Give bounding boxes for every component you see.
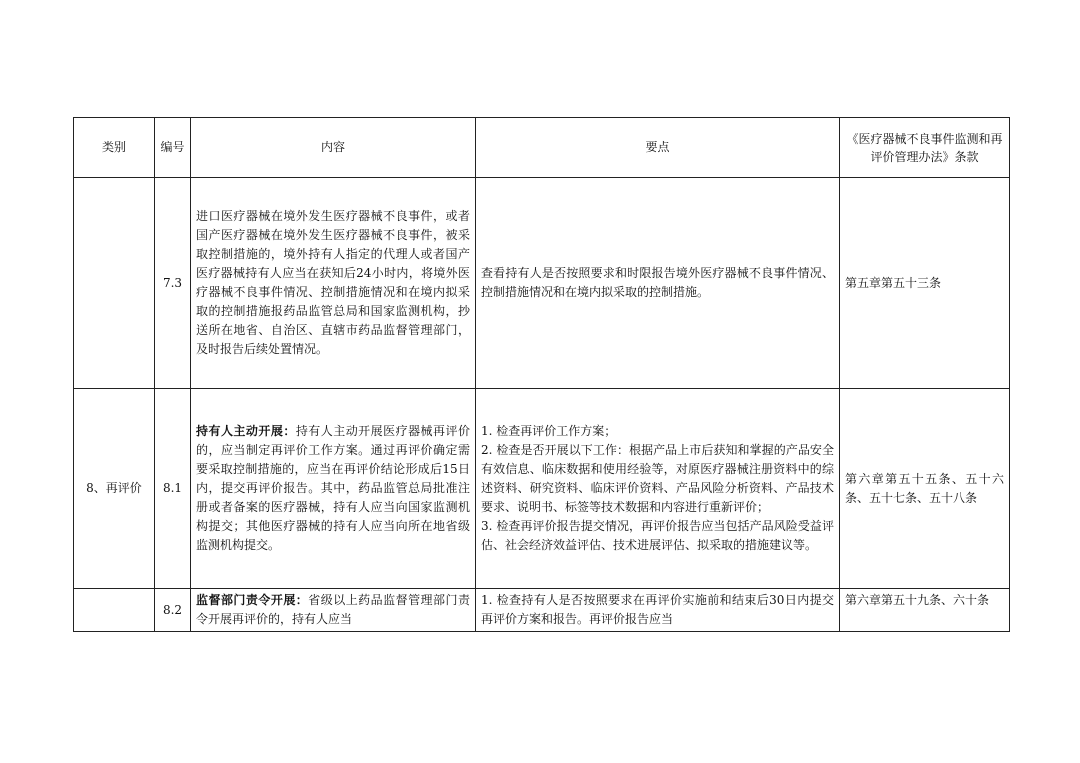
- row-content-text: 省级以上药品监督管理部门责令开展再评价的，持有人应当: [196, 593, 470, 626]
- row-content-lead: 持有人主动开展：: [196, 424, 296, 438]
- row-number-text: 8.2: [162, 603, 183, 617]
- row-points: [476, 178, 840, 389]
- header-articles: 《医疗器械不良事件监测和再评价管理办法》条款: [840, 118, 1010, 178]
- point-item: 2. 检查是否开展以下工作：根据产品上市后获知和掌握的产品安全有效信息、临床数据和使用经验等，对原医疗器械注册资料中的综述资料、研究资料、临床评价资料、产品风险分析资料、产品技术要求、说明书、标签等技术数据和内容进行重新评价；: [481, 443, 834, 514]
- row-articles: 第六章第五十五条、五十六条、五十七条、五十八条: [840, 389, 1010, 589]
- table-row: [74, 178, 1010, 389]
- row-articles-text: 第六章第五十九条、六十条: [845, 593, 990, 607]
- row-category: [74, 589, 155, 632]
- point-item: 1. 检查持有人是否按照要求在再评价实施前和结束后30日内提交再评价方案和报告。再评价报告应当: [481, 593, 834, 626]
- row-content: [191, 178, 476, 389]
- row-articles: [840, 589, 1010, 632]
- header-points: 要点: [476, 118, 840, 178]
- row-number: 7.3: [155, 178, 191, 389]
- row-points: [476, 589, 840, 632]
- row-content-lead: 监督部门责令开展：: [196, 593, 309, 607]
- header-content: 内容: [191, 118, 476, 178]
- point-item: 3. 检查再评价报告提交情况，再评价报告应当包括产品风险受益评估、社会经济效益评估、技术进展评估、拟采取的措施建议等。: [481, 519, 834, 552]
- row-content-text: 持有人主动开展医疗器械再评价的，应当制定再评价工作方案。通过再评价确定需要采取控制措施的，应当在再评价结论形成后15日内，提交再评价报告。其中，药品监管总局批准注册或者备案的医疗器械，持有人应当向国家监测机构提交；其他医疗器械的持有人应当向所在地省级监测机构提交。: [196, 424, 470, 552]
- row-number: 8.1: [155, 389, 191, 589]
- row-content: [191, 389, 476, 589]
- table-row: [74, 589, 1010, 632]
- row-content-text: 进口医疗器械在境外发生医疗器械不良事件，或者国产医疗器械在境外发生医疗器械不良事件，被采取控制措施的，境外持有人指定的代理人或者国产医疗器械持有人应当在获知后24小时内，将境外医疗器械不良事件情况、控制措施情况和在境内拟采取的控制措施报药品监管总局和国家监测机构，抄送所在地省、自治区、直辖市药品监督管理部门，及时报告后续处置情况。: [196, 209, 470, 356]
- row-number: [155, 589, 191, 632]
- regulation-table: [73, 117, 1010, 632]
- table-header-row: [74, 118, 1010, 178]
- header-category: 类别: [74, 118, 155, 178]
- point-item: 1. 检查再评价工作方案；: [481, 424, 617, 438]
- row-category: [74, 178, 155, 389]
- row-articles: 第五章第五十三条: [840, 178, 1010, 389]
- row-category: 8、再评价: [74, 389, 155, 589]
- point-item: 查看持有人是否按照要求和时限报告境外医疗器械不良事件情况、控制措施情况和在境内拟采取的控制措施。: [481, 266, 834, 299]
- row-content: [191, 589, 476, 632]
- header-number: 编号: [155, 118, 191, 178]
- row-points: [476, 389, 840, 589]
- row-content-wrap: [196, 591, 470, 629]
- table-row: [74, 389, 1010, 589]
